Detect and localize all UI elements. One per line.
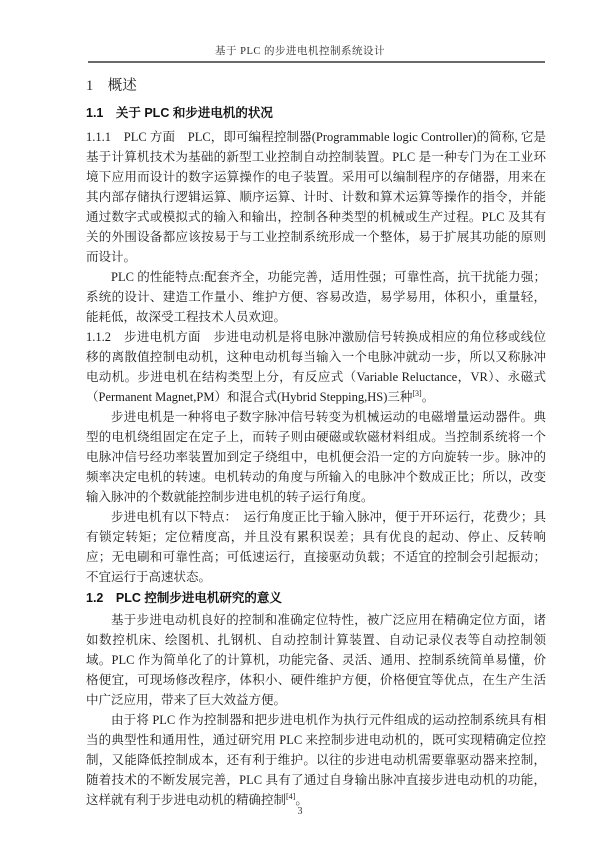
paragraph-text: 。 bbox=[295, 793, 308, 807]
heading-1-1: 1.1 关于 PLC 和步进电机的状况 bbox=[86, 106, 273, 120]
paragraph-text: 由于将 PLC 作为控制器和把步进电机作为执行元件组成的运动控制系统具有相当的典型性和通用性，通过研究用 PLC 来控制步进电动机的，既可实现精确定位控制，又能降低控制成本，还有利于维护。以往的步进电动机需要靠驱动器来控制，随着技术的不断发展完善，PLC 具有了通过自身输出脉冲直接步进电动机的功能，这样就有利于步进电动机的精确控制 bbox=[86, 713, 546, 807]
paragraph-application: 基于步进电动机良好的控制和准确定位特性，被广泛应用在精确定位方面，诸如数控机床、绘图机、扎钢机、自动控制计算装置、自动记录仪表等自动控制领域。PLC 作为简单化了的计算机，功能完备、灵活、通用、控制系统简单易懂，价格便宜，可现场修改程序，体积小、硬件维护方便，价格便宜等优点，在生产生活中广泛应用，带来了巨大效益方便。 bbox=[86, 613, 546, 707]
running-header: 基于 PLC 的步进电机控制系统设计 bbox=[214, 46, 385, 57]
paragraph-stepper-features: 步进电机有以下特点： 运行角度正比于输入脉冲，便于开环运行，花费少；具有锁定转矩；定位精度高，并且没有累积误差；具有优良的起动、停止、反转响应；无电刷和可靠性高；可低速运行，直接驱动负载；不适宜的控制会引起振动；不宜运行于高速状态。 bbox=[86, 510, 546, 584]
citation-ref-4: [4] bbox=[286, 791, 296, 801]
header-rule bbox=[88, 61, 545, 63]
heading-1-2: 1.2 PLC 控制步进电机研究的意义 bbox=[86, 591, 282, 605]
paragraph-plc-features: PLC 的性能特点:配套齐全，功能完善，适用性强；可靠性高，抗干扰能力强；系统的设计、建造工作量小、维护方便、容易改造，易学易用，体积小，重量轻，能耗低，故深受工程技术人员欢迎。 bbox=[86, 270, 546, 324]
paragraph-stepper-principle: 步进电机是一种将电子数字脉冲信号转变为机械运动的电磁增量运动器件。典型的电机绕组固定在定子上，而转子则由硬磁或软磁材料组成。当控制系统将一个电脉冲信号经功率装置加到定子绕组中，电机便会沿一定的方向旋转一步。脉冲的频率决定电机的转速。电机转动的角度与所输入的电脉冲个数成正比；所以，改变输入脉冲的个数就能控制步进电机的转子运行角度。 bbox=[86, 410, 546, 504]
heading-1-overview: 1 概述 bbox=[86, 78, 137, 94]
paragraph-1-1-1-plc: 1.1.1 PLC 方面 PLC，即可编程控制器(Programmable logic Controller)的简称, 它是基于计算机技术为基础的新型工业控制自动控制装置。PLC 是一种专门为在工业环境下应用而设计的数字运算操作的电子装置。采用可以编制程序的存储器，用来在其内部存储执行逻辑运算、顺序运算、计时、计数和算术运算等操作的指令，并能通过数字式或模拟式的输入和输出，控制各种类型的机械或生产过程。PLC 及其有关的外围设备都应该按易于与工业控制系统形成一个整体，易于扩展其功能的原则而设计。 bbox=[86, 130, 546, 264]
page-content bbox=[86, 78, 546, 810]
paragraph-1-1-2-stepper bbox=[86, 327, 546, 407]
citation-ref-3: [3] bbox=[412, 388, 422, 398]
paragraph-significance bbox=[86, 710, 546, 810]
paragraph-text: 1.1.2 步进电机方面 步进电动机是将电脉冲激励信号转换成相应的角位移或线位移的离散值控制电动机，这种电动机每当输入一个电脉冲就动一步，所以又称脉冲电动机。步进电机在结构类型上分，有反应式（Variable Reluctance，VR）、永磁式（Permanent Magnet,PM）和混合式(Hybrid Stepping,HS)三种 bbox=[86, 330, 546, 404]
paragraph-text: 。 bbox=[421, 390, 435, 404]
page-number: 3 bbox=[297, 806, 303, 817]
